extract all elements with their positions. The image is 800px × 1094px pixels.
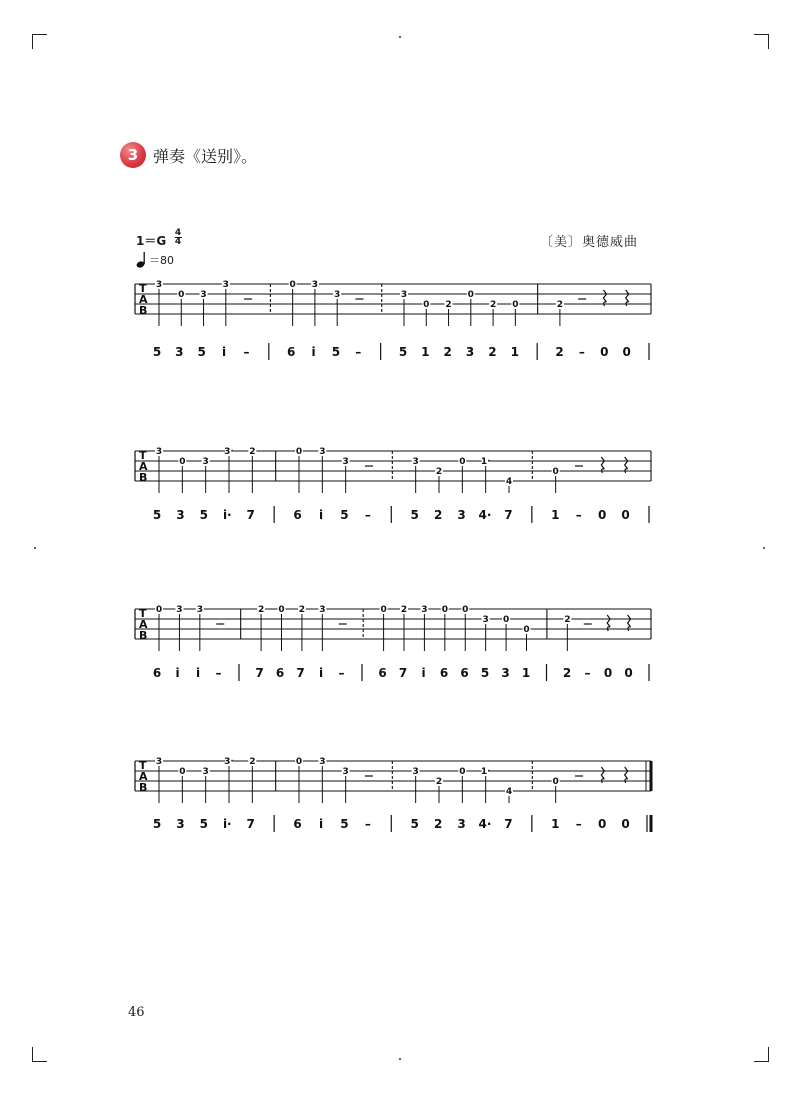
tab-fret-number: 0	[289, 280, 296, 290]
numbered-note: 5	[480, 666, 490, 680]
numbered-note: 3	[465, 345, 475, 359]
numbered-note: 5	[197, 345, 206, 359]
tab-fret-number: 3	[196, 605, 203, 615]
tab-fret-number: 3	[155, 280, 163, 290]
tab-fret-number: 0	[459, 767, 466, 777]
tab-system-4	[135, 756, 651, 832]
numbered-note: i	[318, 666, 324, 680]
tab-clef-letter: A	[139, 460, 148, 473]
numbered-note: 5	[152, 508, 162, 522]
tab-fret-number: 2	[257, 605, 265, 615]
numbered-note: 3	[457, 508, 466, 522]
numbered-note: 7	[246, 508, 255, 522]
numbered-note: 0	[621, 817, 630, 831]
numbered-note: i·	[222, 817, 232, 831]
tab-fret-number: 0	[459, 457, 466, 467]
numbered-note: 1	[421, 345, 430, 359]
tab-clef-letter: T	[139, 607, 147, 620]
numbered-note: 0	[597, 508, 607, 522]
tab-fret-number: 2	[298, 605, 306, 615]
numbered-note: 2	[488, 345, 497, 359]
numbered-note: 5	[340, 508, 349, 522]
tab-fret-number: 1·	[480, 457, 491, 467]
tab-clef-letter: T	[139, 282, 147, 295]
numbered-note: 2	[555, 345, 564, 359]
numbered-note: i	[318, 508, 324, 522]
tab-fret-number: 2	[400, 605, 408, 615]
numbered-note: 0	[603, 666, 613, 680]
numbered-note: 6	[439, 666, 449, 680]
numbered-note: i	[175, 666, 180, 680]
key-signature: 1＝G	[136, 234, 167, 248]
tab-fret-number: 3	[222, 280, 229, 290]
tab-clef-letter: A	[139, 293, 148, 306]
tab-fret-number: 3	[200, 290, 207, 300]
tab-fret-number: 3	[412, 457, 419, 467]
numbered-note: 6	[378, 666, 387, 680]
tab-fret-number: 3	[482, 615, 489, 625]
numbered-note: 1	[510, 345, 519, 359]
numbered-note: 0	[600, 345, 609, 359]
numbered-note: 0	[597, 817, 607, 831]
tab-fret-number: 0	[155, 605, 163, 615]
numbered-note: 5	[340, 817, 349, 831]
numbered-note: 3	[175, 345, 184, 359]
numbered-note: –	[364, 508, 371, 522]
numbered-note: i	[222, 345, 227, 359]
numbered-note: 0	[624, 666, 633, 680]
numbered-note: 5	[199, 508, 209, 522]
tab-fret-number: 3	[319, 605, 326, 615]
numbered-note: 5	[398, 345, 408, 359]
tab-fret-number: 3	[202, 767, 209, 777]
numbered-note: 6	[460, 666, 469, 680]
numbered-note: 6	[275, 666, 285, 680]
tab-fret-number: 1·	[480, 767, 491, 777]
numbered-note: 2	[562, 666, 572, 680]
tab-fret-number: 2	[435, 777, 443, 787]
tab-fret-number: 3	[155, 757, 163, 767]
numbered-note: 4·	[478, 508, 492, 522]
numbered-note: 1	[551, 508, 560, 522]
numbered-note: 6	[293, 508, 302, 522]
tab-fret-number: 0	[179, 767, 186, 777]
time-signature-bottom: 4	[174, 237, 182, 247]
numbered-note: 7	[246, 817, 255, 831]
composer-credit: 〔美〕奥德威曲	[540, 235, 639, 250]
tab-fret-number: 0	[462, 605, 469, 615]
numbered-note: 3	[457, 817, 466, 831]
numbered-note: –	[364, 817, 371, 831]
exercise-title: 弹奏《送别》。	[153, 146, 258, 166]
numbered-note: 4·	[478, 817, 492, 831]
page-number: 46	[128, 1005, 145, 1020]
tab-fret-number: 0	[278, 605, 285, 615]
tab-fret-number: 2	[445, 300, 452, 310]
tab-clef-letter: B	[139, 781, 148, 794]
tempo-value: ＝80	[149, 254, 174, 267]
tab-system-3	[135, 604, 651, 681]
tab-fret-number: 0	[380, 605, 387, 615]
numbered-note: 6	[293, 817, 302, 831]
tab-fret-number: 0	[295, 757, 303, 767]
numbered-note: 7	[255, 666, 264, 680]
tab-fret-number: 3	[400, 290, 408, 300]
numbered-note: 3	[501, 666, 510, 680]
numbered-note: –	[575, 817, 582, 831]
numbered-note: –	[584, 666, 591, 680]
numbered-note: 6	[287, 345, 296, 359]
exercise-number-badge: 3	[120, 142, 146, 168]
numbered-note: 5	[331, 345, 341, 359]
numbered-note: 0	[621, 508, 630, 522]
numbered-note: –	[338, 666, 345, 680]
numbered-note: i	[421, 666, 426, 680]
tab-clef-letter: A	[139, 618, 148, 631]
tab-clef-letter: A	[139, 770, 148, 783]
numbered-note: 5	[410, 817, 419, 831]
tab-clef-letter: B	[139, 471, 148, 484]
tab-fret-number: 3	[311, 280, 319, 290]
tab-fret-number: 3	[421, 605, 428, 615]
numbered-note: 5	[152, 345, 162, 359]
numbered-note: 7	[504, 817, 513, 831]
numbered-note: 3	[176, 817, 185, 831]
tab-fret-number: 0	[423, 300, 430, 310]
numbered-note: i·	[222, 508, 232, 522]
numbered-note: i	[311, 345, 316, 359]
numbered-note: 7	[296, 666, 305, 680]
numbered-note: 2	[443, 345, 452, 359]
tab-fret-number: 4	[505, 477, 513, 487]
tab-fret-number: 3·	[224, 447, 234, 457]
tab-fret-number: 2	[556, 300, 564, 310]
tab-fret-number: 0	[178, 290, 185, 300]
tab-fret-number: 3	[319, 757, 326, 767]
numbered-note: 5	[410, 508, 419, 522]
tab-fret-number: 3	[176, 605, 183, 615]
tab-fret-number: 2	[489, 300, 497, 310]
tab-fret-number: 0	[295, 447, 303, 457]
tab-system-1	[135, 279, 651, 360]
numbered-note: 1	[521, 666, 531, 680]
numbered-note: 5	[199, 817, 209, 831]
tab-clef-letter: B	[139, 629, 148, 642]
tab-fret-number: 3	[342, 767, 349, 777]
tab-fret-number: 3	[319, 447, 326, 457]
tab-fret-number: 3·	[224, 757, 234, 767]
tab-fret-number: 2	[564, 615, 571, 625]
tab-fret-number: 3	[342, 457, 349, 467]
numbered-note: –	[215, 666, 222, 680]
numbered-note: 7	[398, 666, 408, 680]
tab-fret-number: 2	[249, 447, 256, 457]
tab-fret-number: 0	[552, 777, 559, 787]
numbered-note: 2	[433, 508, 443, 522]
tab-fret-number: 0	[467, 290, 474, 300]
numbered-note: 2	[433, 817, 443, 831]
tab-fret-number: 3	[412, 767, 419, 777]
tab-clef-letter: B	[139, 304, 148, 317]
tab-fret-number: 2	[435, 467, 443, 477]
numbered-note: 0	[622, 345, 631, 359]
numbered-note: –	[575, 508, 582, 522]
numbered-note: 1	[551, 817, 560, 831]
numbered-note: 3	[176, 508, 185, 522]
tab-clef-letter: T	[139, 449, 147, 462]
tab-fret-number: 4	[505, 787, 513, 797]
tab-fret-number: 0	[502, 615, 510, 625]
tab-fret-number: 0	[523, 625, 530, 635]
tab-clef-letter: T	[139, 759, 147, 772]
tab-fret-number: 0	[512, 300, 519, 310]
tab-fret-number: 3	[334, 290, 341, 300]
tab-fret-number: 2	[249, 757, 256, 767]
numbered-note: –	[243, 345, 250, 359]
tab-system-2	[135, 446, 651, 523]
numbered-note: –	[355, 345, 362, 359]
tab-fret-number: 3	[202, 457, 209, 467]
numbered-note: 5	[152, 817, 162, 831]
tab-fret-number: 0	[179, 457, 186, 467]
numbered-note: i	[195, 666, 201, 680]
numbered-note: 7	[504, 508, 513, 522]
numbered-note: i	[318, 817, 324, 831]
tab-fret-number: 0	[552, 467, 559, 477]
time-signature-top: 4	[174, 228, 182, 238]
numbered-note: –	[578, 345, 585, 359]
tab-fret-number: 3	[155, 447, 163, 457]
numbered-note: 6	[152, 666, 162, 680]
tab-fret-number: 0	[441, 605, 448, 615]
